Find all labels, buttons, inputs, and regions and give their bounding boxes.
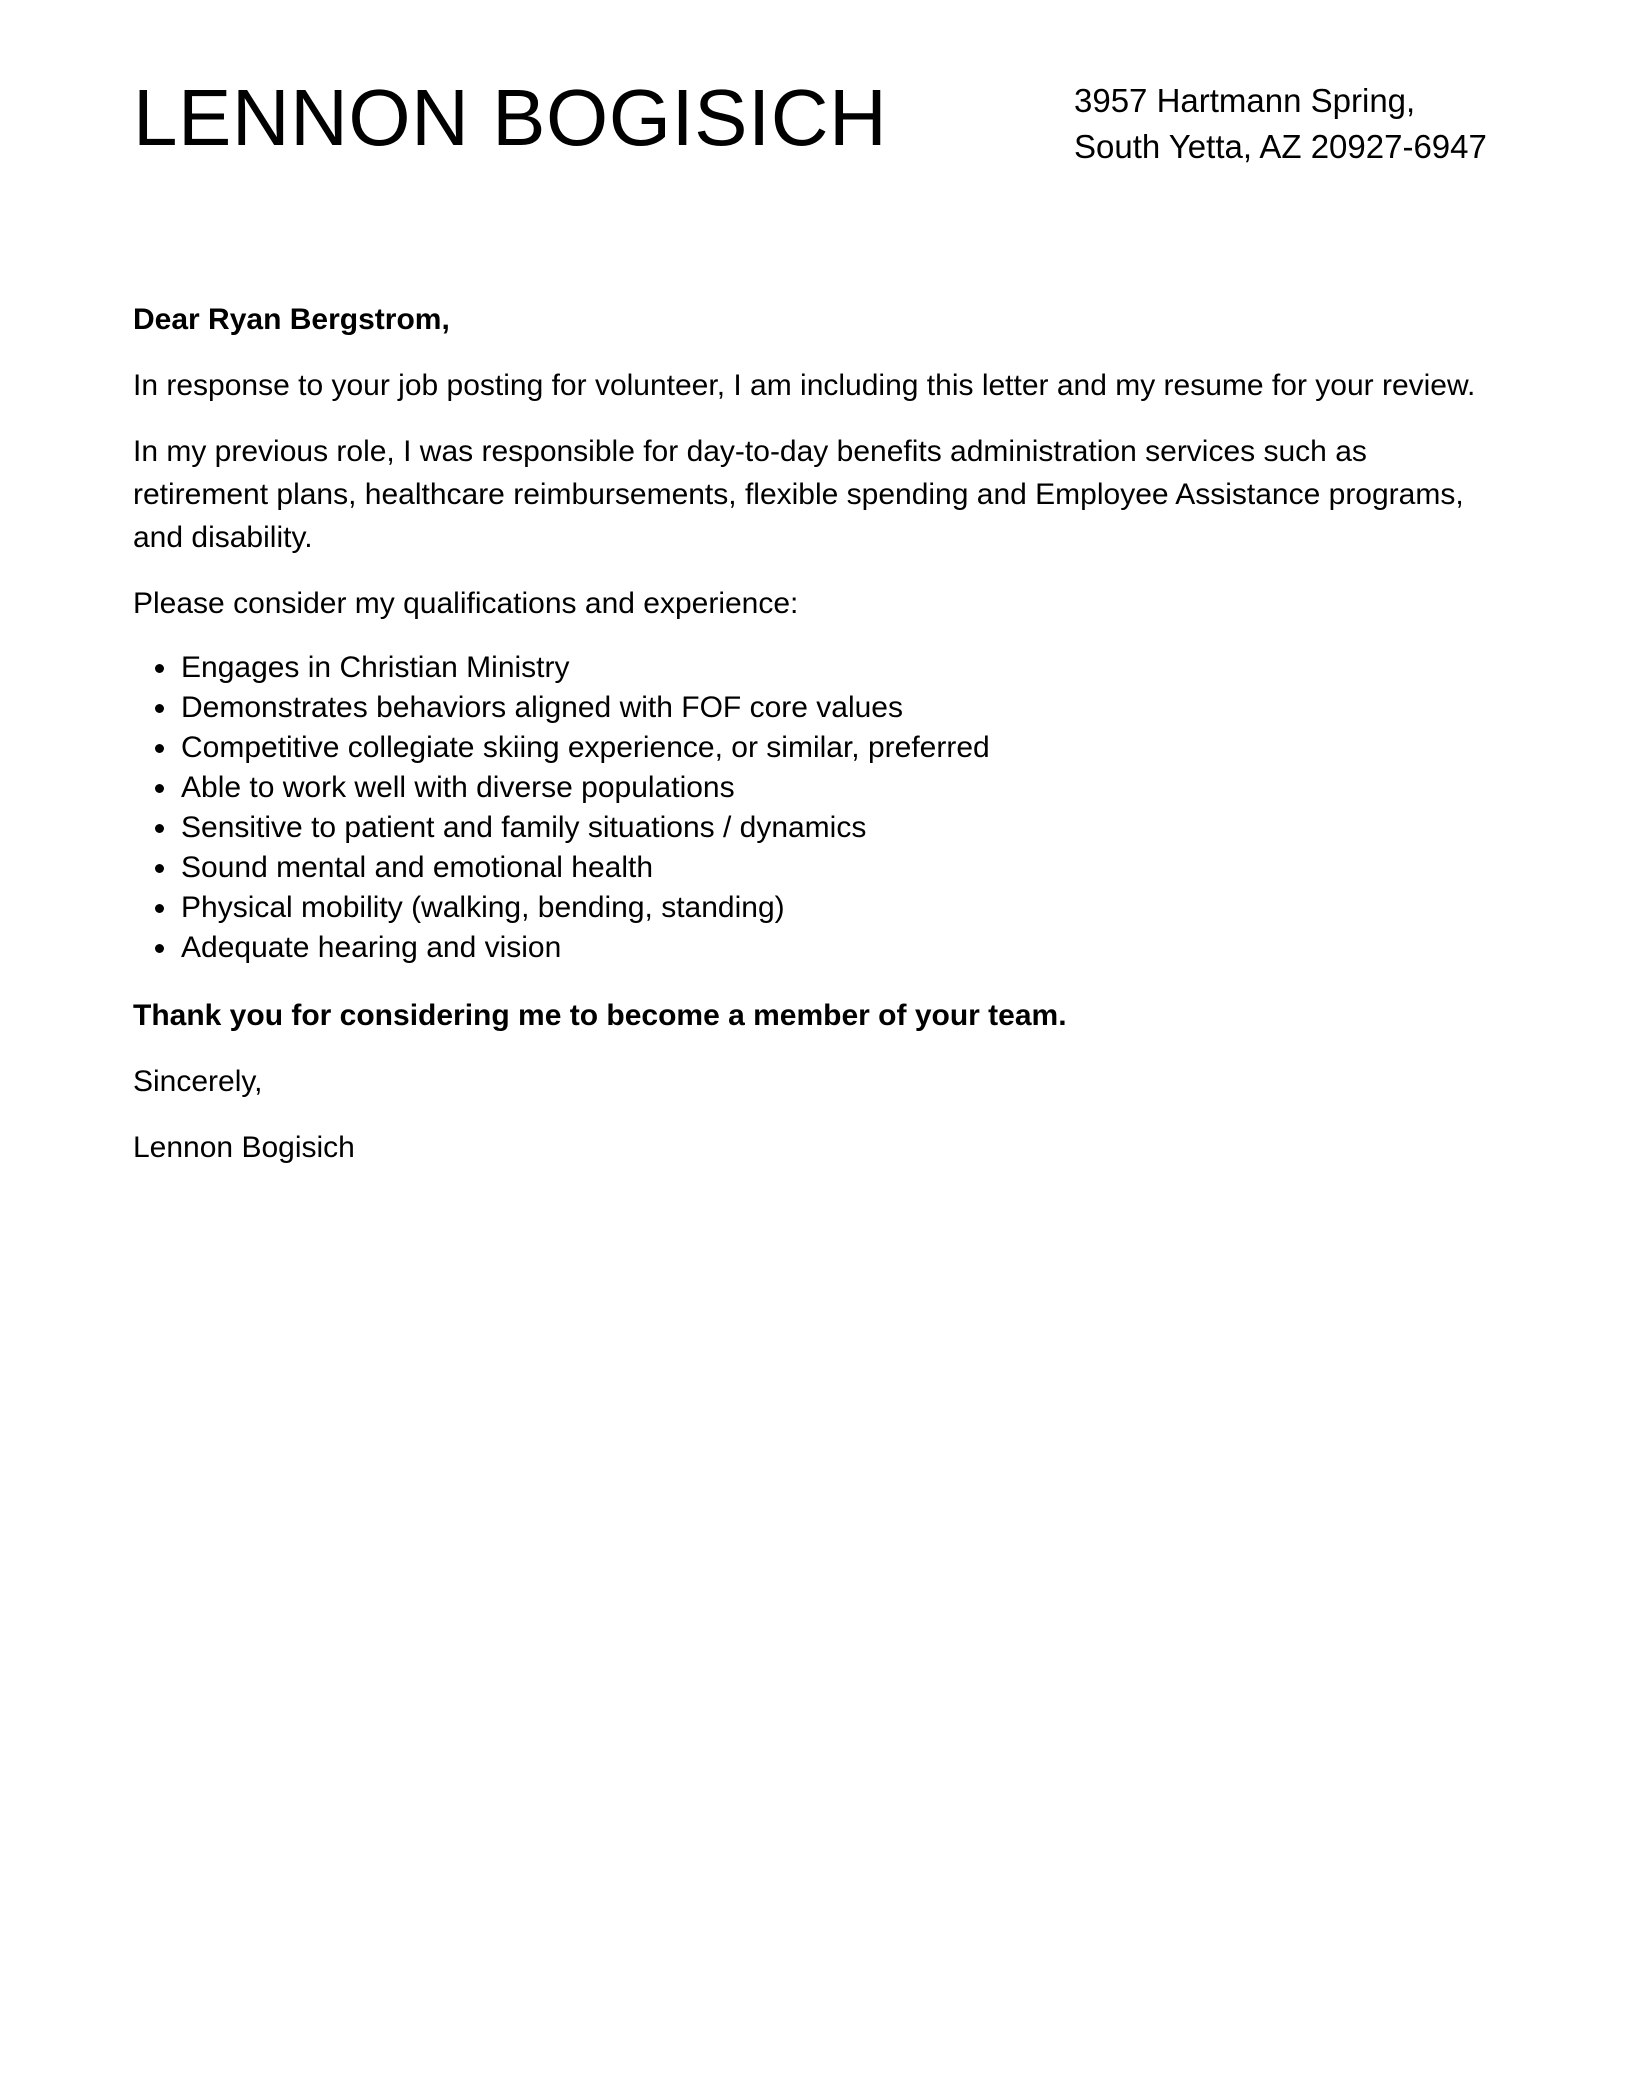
bullet-icon bbox=[155, 944, 164, 953]
list-item bbox=[133, 928, 1503, 968]
qualification-text: Able to work well with diverse populations bbox=[181, 771, 735, 804]
qualifications-list bbox=[133, 648, 1503, 968]
bullet-icon bbox=[155, 864, 164, 873]
intro-paragraph: In response to your job posting for volunteer, I am including this letter and my resume for your review. bbox=[133, 369, 1476, 402]
list-item bbox=[133, 648, 1503, 688]
sender-name: LENNON BOGISICH bbox=[133, 73, 888, 162]
bullet-icon bbox=[155, 784, 164, 793]
qualification-text: Competitive collegiate skiing experience, or similar, preferred bbox=[181, 731, 990, 764]
closing-statement: Thank you for considering me to become a member of your team. bbox=[133, 999, 1067, 1032]
bullet-icon bbox=[155, 704, 164, 713]
list-item bbox=[133, 848, 1503, 888]
signature-name: Lennon Bogisich bbox=[133, 1131, 355, 1164]
experience-paragraph: In my previous role, I was responsible for day-to-day benefits administration services such as retirement plans, healthcare reimbursements, flexible spending and Employee Assistance programs, and disability. bbox=[133, 435, 1464, 554]
qualification-text: Demonstrates behaviors aligned with FOF core values bbox=[181, 691, 903, 724]
address-line-1: 3957 Hartmann Spring, bbox=[1074, 82, 1416, 119]
greeting: Dear Ryan Bergstrom, bbox=[133, 303, 450, 336]
list-item bbox=[133, 688, 1503, 728]
list-item bbox=[133, 768, 1503, 808]
qualification-text: Engages in Christian Ministry bbox=[181, 651, 570, 684]
address-line-2: South Yetta, AZ 20927-6947 bbox=[1074, 128, 1487, 165]
list-item bbox=[133, 728, 1503, 768]
qualification-text: Physical mobility (walking, bending, standing) bbox=[181, 891, 785, 924]
bullet-icon bbox=[155, 664, 164, 673]
list-item bbox=[133, 888, 1503, 928]
qualifications-intro: Please consider my qualifications and experience: bbox=[133, 587, 799, 620]
bullet-icon bbox=[155, 744, 164, 753]
sender-address bbox=[1074, 78, 1487, 170]
bullet-icon bbox=[155, 904, 164, 913]
qualification-text: Sound mental and emotional health bbox=[181, 851, 654, 884]
list-item bbox=[133, 808, 1503, 848]
letter-body bbox=[133, 298, 1503, 1192]
qualification-text: Adequate hearing and vision bbox=[181, 931, 562, 964]
signoff: Sincerely, bbox=[133, 1065, 263, 1098]
bullet-icon bbox=[155, 824, 164, 833]
letter-header bbox=[0, 0, 1632, 200]
qualification-text: Sensitive to patient and family situations / dynamics bbox=[181, 811, 867, 844]
